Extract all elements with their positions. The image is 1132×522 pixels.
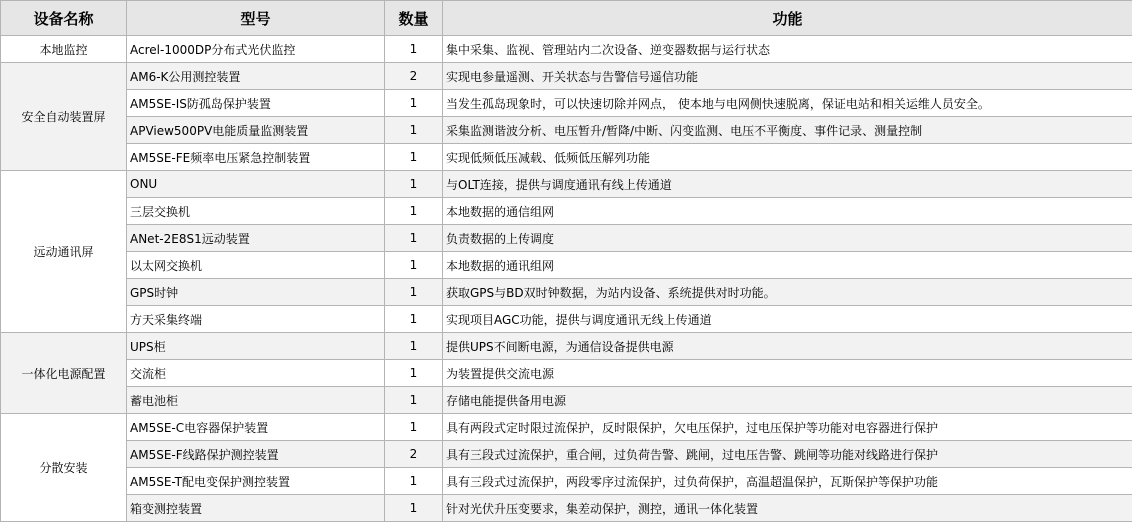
table-row [1,90,1132,117]
table-row [1,36,1132,63]
table-row [1,495,1132,522]
quantity-cell: 1 [385,36,443,63]
header-model: 型号 [127,1,385,36]
function-cell: 本地数据的通信组网 [443,198,1132,225]
model-cell: AM6-K公用测控装置 [127,63,385,90]
model-cell: 三层交换机 [127,198,385,225]
quantity-cell: 1 [385,333,443,360]
table-row [1,441,1132,468]
function-cell: 实现电参量遥测、开关状态与告警信号遥信功能 [443,63,1132,90]
model-cell: 方天采集终端 [127,306,385,333]
function-cell: 实现低频低压减载、低频低压解列功能 [443,144,1132,171]
header-quantity: 数量 [385,1,443,36]
header-function: 功能 [443,1,1132,36]
quantity-cell: 1 [385,144,443,171]
model-cell: 交流柜 [127,360,385,387]
header-row [1,1,1132,36]
table-row [1,333,1132,360]
table-row [1,198,1132,225]
quantity-cell: 2 [385,63,443,90]
quantity-cell: 1 [385,198,443,225]
function-cell: 存储电能提供备用电源 [443,387,1132,414]
table-row [1,117,1132,144]
table-row [1,225,1132,252]
quantity-cell: 1 [385,252,443,279]
table-row [1,387,1132,414]
group-name-cell: 远动通讯屏 [1,171,127,333]
quantity-cell: 1 [385,117,443,144]
function-cell: 具有三段式过流保护，重合闸，过负荷告警、跳闸，过电压告警、跳闸等功能对线路进行保护 [443,441,1132,468]
model-cell: AM5SE-T配电变保护测控装置 [127,468,385,495]
quantity-cell: 1 [385,171,443,198]
model-cell: UPS柜 [127,333,385,360]
model-cell: 以太网交换机 [127,252,385,279]
quantity-cell: 1 [385,225,443,252]
function-cell: 集中采集、监视、管理站内二次设备、逆变器数据与运行状态 [443,36,1132,63]
quantity-cell: 1 [385,387,443,414]
quantity-cell: 1 [385,360,443,387]
table-row [1,279,1132,306]
table-row [1,306,1132,333]
model-cell: APView500PV电能质量监测装置 [127,117,385,144]
model-cell: Acrel-1000DP分布式光伏监控 [127,36,385,63]
model-cell: AM5SE-FE频率电压紧急控制装置 [127,144,385,171]
function-cell: 具有两段式定时限过流保护，反时限保护，欠电压保护，过电压保护等功能对电容器进行保护 [443,414,1132,441]
model-cell: ONU [127,171,385,198]
table-row [1,171,1132,198]
model-cell: 箱变测控装置 [127,495,385,522]
function-cell: 提供UPS不间断电源，为通信设备提供电源 [443,333,1132,360]
model-cell: AM5SE-C电容器保护装置 [127,414,385,441]
function-cell: 负责数据的上传调度 [443,225,1132,252]
quantity-cell: 1 [385,90,443,117]
table-row [1,63,1132,90]
quantity-cell: 1 [385,279,443,306]
function-cell: 针对光伏升压变要求，集差动保护，测控，通讯一体化装置 [443,495,1132,522]
table-row [1,144,1132,171]
quantity-cell: 1 [385,414,443,441]
table-row [1,252,1132,279]
model-cell: GPS时钟 [127,279,385,306]
function-cell: 当发生孤岛现象时，可以快速切除并网点， 使本地与电网侧快速脱离，保证电站和相关运维人员安全。 [443,90,1132,117]
table-body [1,36,1132,522]
header-device-name: 设备名称 [1,1,127,36]
function-cell: 获取GPS与BD双时钟数据，为站内设备、系统提供对时功能。 [443,279,1132,306]
model-cell: 蓄电池柜 [127,387,385,414]
group-name-cell: 一体化电源配置 [1,333,127,414]
model-cell: AM5SE-F线路保护测控装置 [127,441,385,468]
quantity-cell: 2 [385,441,443,468]
quantity-cell: 1 [385,306,443,333]
table-row [1,360,1132,387]
table-row [1,468,1132,495]
quantity-cell: 1 [385,495,443,522]
model-cell: AM5SE-IS防孤岛保护装置 [127,90,385,117]
function-cell: 实现项目AGC功能，提供与调度通讯无线上传通道 [443,306,1132,333]
group-name-cell: 分散安装 [1,414,127,522]
function-cell: 采集监测谐波分析、电压暂升/暂降/中断、闪变监测、电压不平衡度、事件记录、测量控制 [443,117,1132,144]
function-cell: 与OLT连接，提供与调度通讯有线上传通道 [443,171,1132,198]
quantity-cell: 1 [385,468,443,495]
function-cell: 为装置提供交流电源 [443,360,1132,387]
function-cell: 本地数据的通讯组网 [443,252,1132,279]
table-row [1,414,1132,441]
group-name-cell: 本地监控 [1,36,127,63]
group-name-cell: 安全自动装置屏 [1,63,127,171]
model-cell: ANet-2E8S1远动装置 [127,225,385,252]
function-cell: 具有三段式过流保护，两段零序过流保护，过负荷保护，高温超温保护，瓦斯保护等保护功能 [443,468,1132,495]
